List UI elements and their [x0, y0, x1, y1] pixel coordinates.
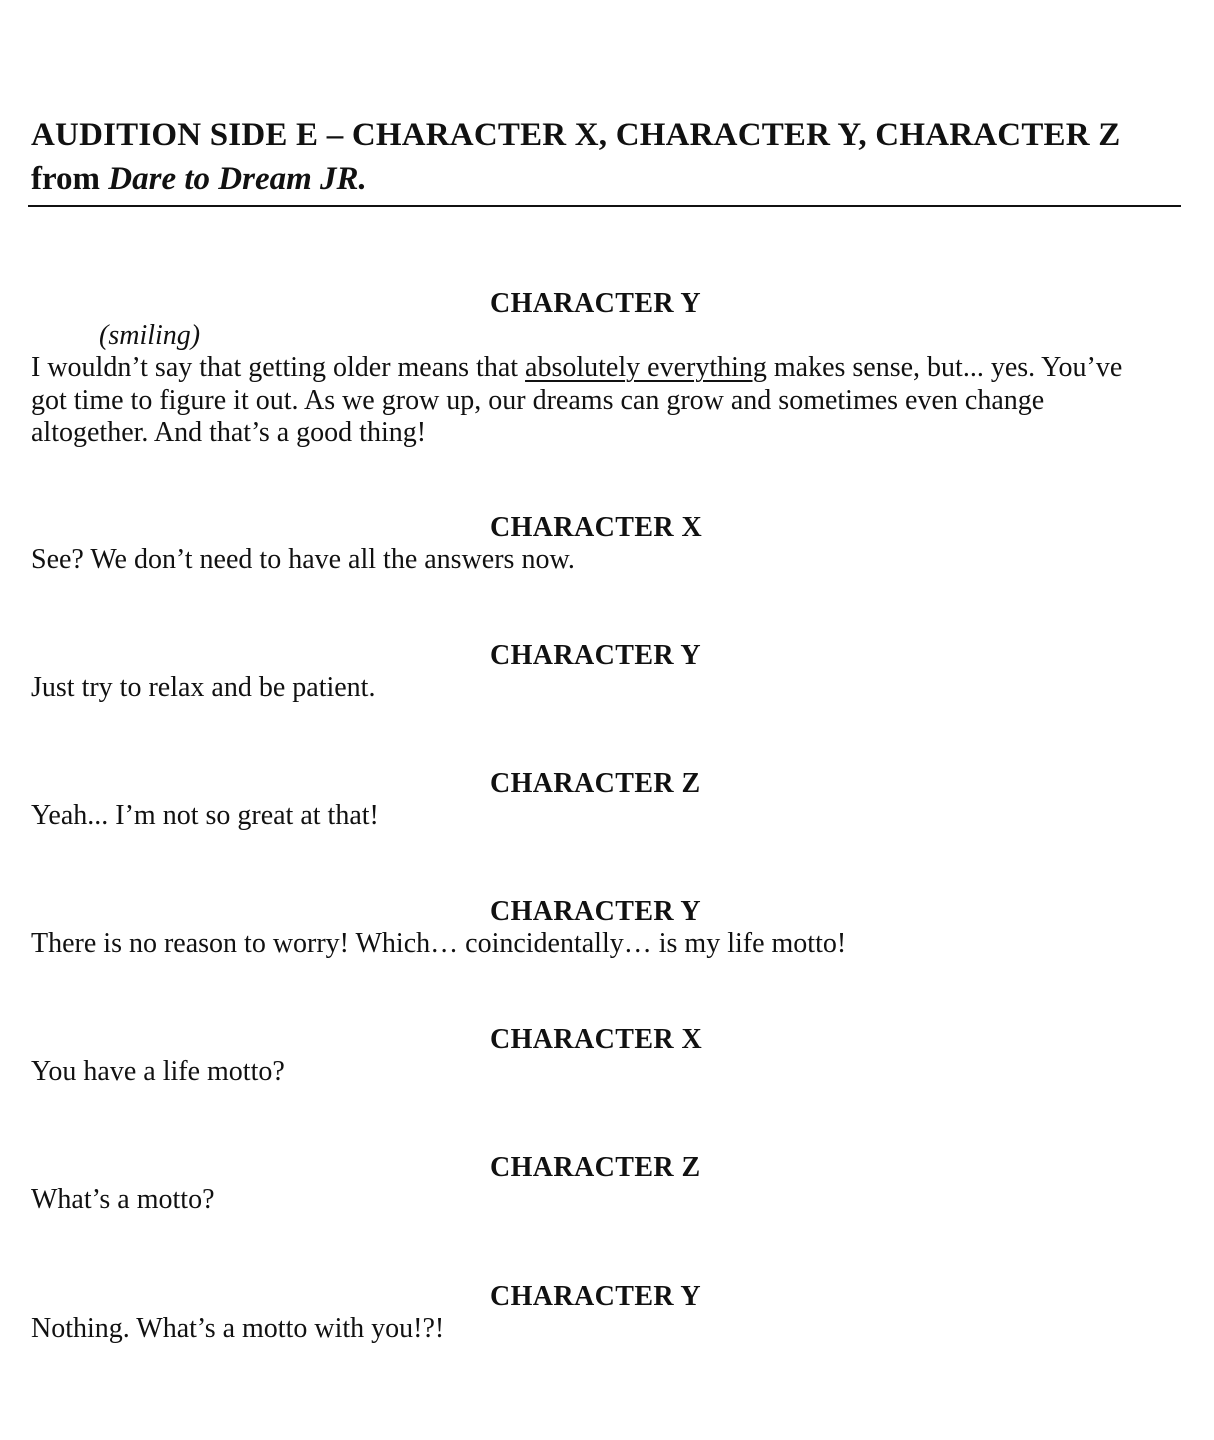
speaker-name: CHARACTER Y — [490, 640, 702, 671]
speaker-name: CHARACTER X — [490, 512, 703, 543]
speaker-name: CHARACTER Y — [490, 1281, 702, 1312]
dialogue-line: There is no reason to worry! Which… coincidentally… is my life motto! — [31, 928, 847, 959]
speaker-name: CHARACTER Y — [490, 896, 702, 927]
dialogue-block — [31, 288, 1181, 450]
show-source-line — [31, 157, 1191, 201]
dialogue-block — [31, 1024, 1181, 1089]
header-divider — [28, 205, 1181, 207]
dialogue-block — [31, 640, 1181, 705]
speaker-name: CHARACTER Z — [490, 768, 701, 799]
dialogue-line: You have a life motto? — [31, 1056, 285, 1087]
dialogue-line: Nothing. What’s a motto with you!?! — [31, 1313, 445, 1344]
parenthetical-direction: (smiling) — [99, 320, 201, 351]
dialogue-line — [31, 352, 1151, 450]
dialogue-block — [31, 512, 1181, 577]
show-title: Dare to Dream JR. — [108, 161, 367, 197]
speaker-name: CHARACTER X — [490, 1024, 703, 1055]
dialogue-line: Just try to relax and be patient. — [31, 672, 376, 703]
dialogue-block — [31, 1152, 1181, 1217]
underlined-emphasis: absolutely everything — [525, 352, 767, 383]
speaker-name: CHARACTER Z — [490, 1152, 701, 1183]
from-label: from — [31, 161, 101, 197]
dialogue-block — [31, 1281, 1181, 1346]
line-text-end: makes sense, but... yes. You’ve got time to figure it out. As we grow up, our dreams can grow and sometimes even change altogether. And that’s a good thing! — [31, 352, 1123, 448]
dialogue-line: What’s a motto? — [31, 1184, 215, 1215]
document-header — [31, 113, 1191, 201]
line-text-start: I wouldn’t say that getting older means that — [31, 352, 526, 383]
dialogue-block — [31, 896, 1181, 961]
dialogue-block — [31, 768, 1181, 833]
speaker-name: CHARACTER Y — [490, 288, 702, 319]
dialogue-line: See? We don’t need to have all the answers now. — [31, 544, 575, 575]
dialogue-line: Yeah... I’m not so great at that! — [31, 800, 379, 831]
audition-side-title: AUDITION SIDE E – CHARACTER X, CHARACTER Y, CHARACTER Z — [31, 117, 1121, 153]
